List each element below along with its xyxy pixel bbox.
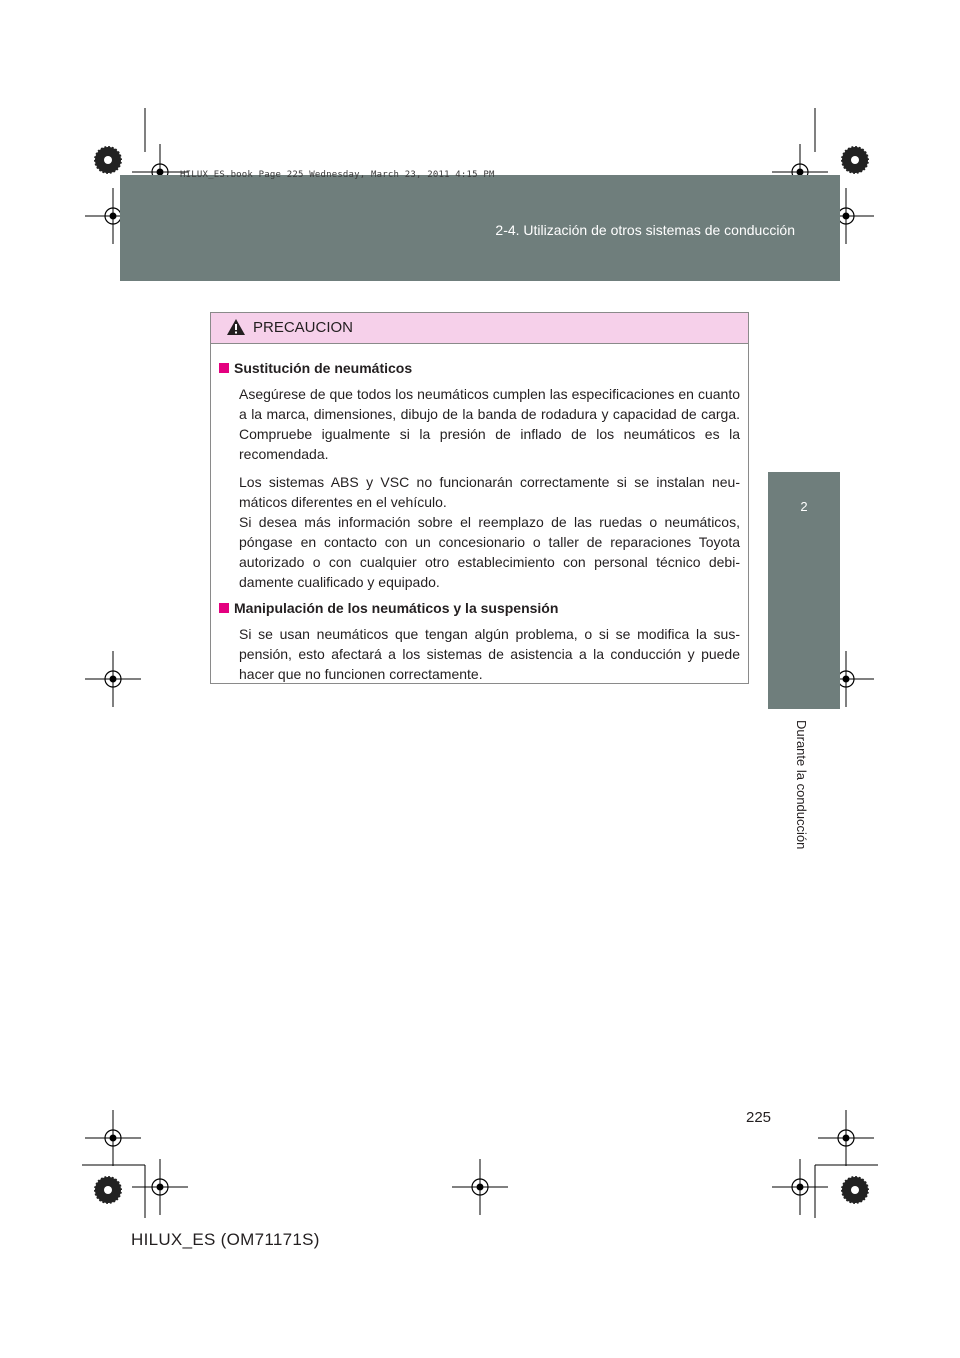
paragraph: Los sistemas ABS y VSC no funcionarán correctamente si se instalan neumáticos diferentes en el vehículo. xyxy=(239,474,740,510)
wheel-mark-icon xyxy=(841,1176,869,1204)
model-code: HILUX_ES (OM71171S) xyxy=(131,1230,320,1249)
section-title: 2-4. Utilización de otros sistemas de conducción xyxy=(495,222,795,238)
paragraph: Asegúrese de que todos los neumáticos cumplen las especificaciones en cuanto a la marca, dimensiones, dibujo de la banda de rodadura y capacidad de carga. Compruebe igualmente si la presión de inflado de los neumáticos es la recomendada. xyxy=(239,386,740,462)
crosshair-icon xyxy=(772,1159,828,1215)
section-heading: Manipulación de los neumáticos y la suspensión xyxy=(219,598,740,618)
paragraph: Si se usan neumáticos que tengan algún problema, o si se modifica la suspensión, esto afectará a los sistemas de asistencia a la conducción y puede hacer que no funcionen correctamente. xyxy=(239,626,740,682)
warning-triangle-icon xyxy=(226,318,246,336)
crosshair-icon xyxy=(85,1110,141,1166)
crosshair-icon xyxy=(85,651,141,707)
crosshair-icon xyxy=(452,1159,508,1215)
wheel-mark-icon xyxy=(94,1176,122,1204)
wheel-mark-icon xyxy=(94,146,122,174)
page-number: 225 xyxy=(746,1109,772,1126)
file-stamp: HILUX_ES.book Page 225 Wednesday, March 23, 2011 4:15 PM xyxy=(180,170,495,180)
chapter-number: 2 xyxy=(800,499,808,514)
chapter-tab xyxy=(768,472,840,709)
caution-title: PRECAUCION xyxy=(253,319,354,336)
crosshair-icon xyxy=(132,1159,188,1215)
caution-header xyxy=(211,313,748,344)
crosshair-icon xyxy=(818,1110,874,1166)
paragraph: Si desea más información sobre el reemplazo de las ruedas o neumáticos, póngase en contacto con un concesionario o taller de reparaciones Toyota autorizado o con cualquier otro establecimiento con personal técnico debidamente cualificado y equipado. xyxy=(239,514,740,590)
caution-body xyxy=(211,344,748,684)
caution-box xyxy=(210,312,749,684)
section-heading: Sustitución de neumáticos xyxy=(219,358,740,378)
wheel-mark-icon xyxy=(841,146,869,174)
chapter-label: Durante la conducción xyxy=(794,720,809,850)
